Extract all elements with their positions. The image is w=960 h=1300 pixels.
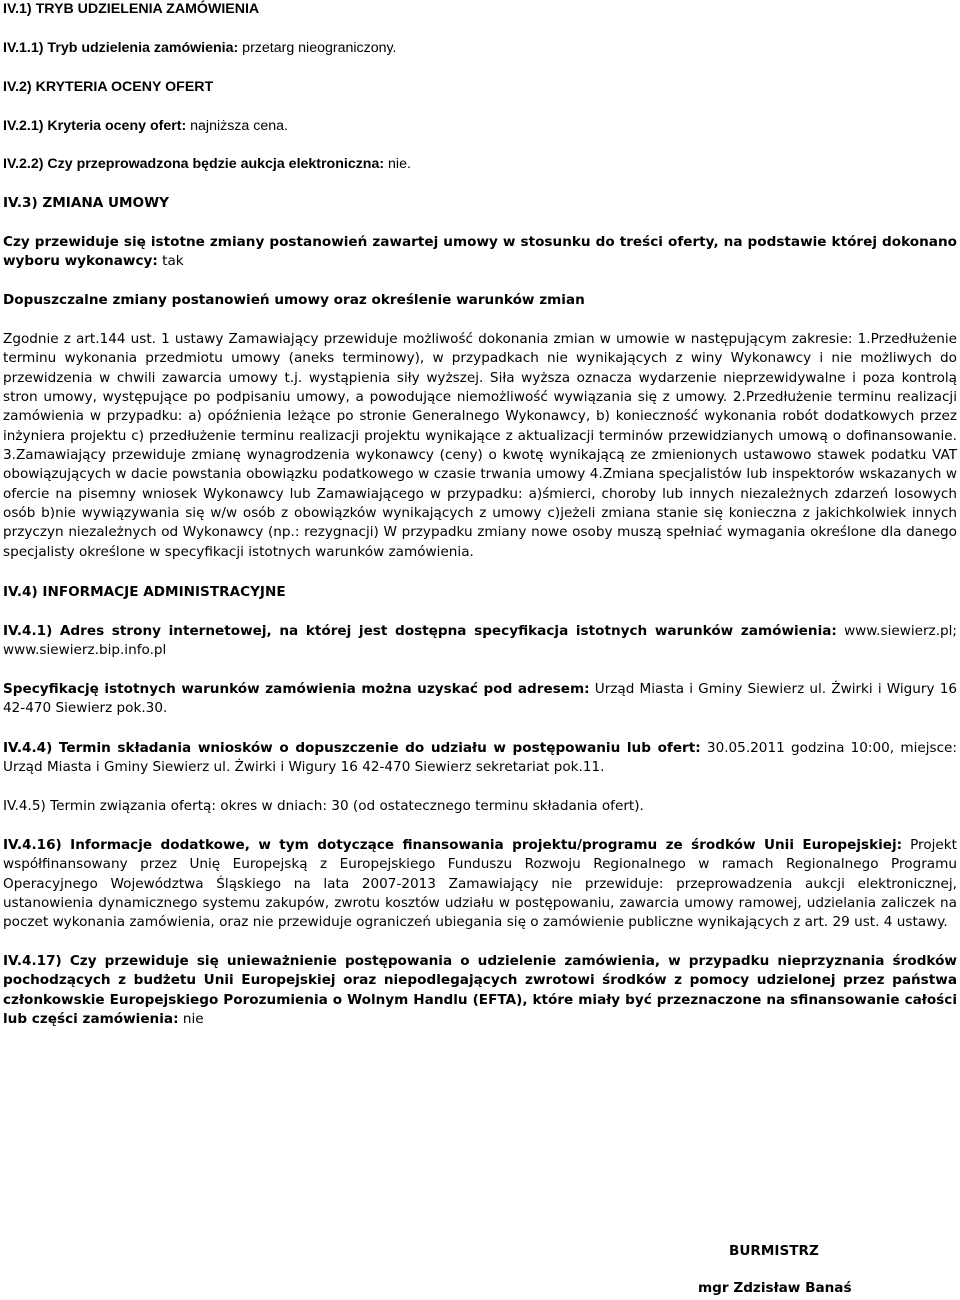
adres-strony-label: IV.4.1) Adres strony internetowej, na której jest dostępna specyfikacja istotnych warunków zamówienia: — [3, 623, 837, 639]
aukcja-line — [3, 155, 411, 174]
section-iv3-heading: IV.3) ZMIANA UMOWY — [3, 195, 169, 211]
kryteria-value: najniższa cena. — [186, 118, 288, 134]
tryb-label: IV.1.1) Tryb udzielenia zamówienia: — [3, 40, 239, 56]
tryb-udzielenia-line — [3, 39, 397, 58]
uniewaznienie-label: IV.4.17) Czy przewiduje się unieważnienie postępowania o udzielenie zamówienia, w przypadku nieprzyznania środków pochodzących z budżetu Unii Europejskiej oraz niepodlegających zwrotowi środków z pomocy udzielonej przez państwa członkowskie Europejskiego Porozumienia o Wolnym Handlu (EFTA), które miały być przeznaczone na sfinansowanie całości lub części zamówienia: — [3, 953, 957, 1028]
zmiany-question-value: tak — [157, 253, 184, 270]
termin-skladania-paragraph — [3, 739, 957, 778]
aukcja-value: nie. — [384, 156, 411, 172]
section-iv4-heading: IV.4) INFORMACJE ADMINISTRACYJNE — [3, 584, 286, 600]
kryteria-label: IV.2.1) Kryteria oceny ofert: — [3, 118, 187, 134]
section-iv2-heading: IV.2) KRYTERIA OCENY OFERT — [3, 79, 214, 95]
termin-zwiazania-line: IV.4.5) Termin związania ofertą: okres w dniach: 30 (od ostatecznego terminu składania ofert). — [3, 798, 644, 814]
dopuszczalne-zmiany-heading: Dopuszczalne zmiany postanowień umowy oraz określenie warunków zmian — [3, 292, 585, 308]
zmiany-paragraph: Zgodnie z art.144 ust. 1 ustawy Zamawiający przewiduje możliwość dokonania zmian w umowie w następującym zakresie: 1.Przedłużenie terminu wykonania przedmiotu umowy (aneks terminowy), w przypadkach nie wynikających z winy Wykonawcy i nie możliwych do przewidzenia w chwili zawarcia umowy t.j. wystąpienia siły wyższej. Siła wyższa oznacza wydarzenie nieprzewidywalne i poza kontrolą stron umowy, występujące po podpisaniu umowy, a powodujące niemożliwość wywiązania się z umowy. 2.Przedłużenie terminu realizacji zamówienia w przypadku: a) opóźnienia leżące po stronie Generalnego Wykonawcy, b) konieczność wykonania robót dodatkowych przez inżyniera projektu c) przedłużenie terminu realizacji projektu wynikające z aktualizacji terminów przewidzianych umową o dofinansowanie. 3.Zamawiający przewiduje zmianę wynagrodzenia wykonawcy (ceny) o kwotę wynikającą ze zmienionych ustawowo stawek podatku VAT obowiązujących w dacie powstania obowiązku podatkowego w czasie trwania umowy 4.Zmiana specjalistów lub inspektorów wskazanych w ofercie na pisemny wniosek Wykonawcy lub Zamawiającego w przypadku: a)śmierci, choroby lub innych niezależnych zdarzeń losowych osób b)nie wywiązywania się w/w osób z obowiązków wynikających z umowy c)jeżeli zmiana stanie się konieczna z jakichkolwiek innych przyczyn niezależnych od Wykonawcy (np.: rezygnacji) W przypadku zmiany nowe osoby muszą spełniać wymagania określone dla danego specjalisty określone w specyfikacji istotnych warunków zamówienia. — [3, 331, 957, 560]
informacje-dodatkowe-value: Projekt współfinansowany przez Unię Europejską z Europejskiego Funduszu Rozwoju Regionalnego w ramach Regionalnego Programu Operacyjnego Województwa Śląskiego na lata 2007-2013 Zamawiający nie przewiduje: przeprowadzenia aukcji elektronicznej, ustanowienia dynamicznego systemu zakupów, zwrotu kosztów udziału w postępowaniu, zawarcia umowy ramowej, udzielania zaliczek na poczet wykonania zamówienia, oraz nie przewiduje ograniczeń ubiegania się o zamówienie publiczne wynikających z art. 29 ust. 4 ustawy. — [3, 837, 957, 931]
signature-title: BURMISTRZ — [729, 1243, 819, 1259]
siwz-adres-label: Specyfikację istotnych warunków zamówienia można uzyskać pod adresem: — [3, 681, 590, 697]
adres-strony-paragraph — [3, 622, 957, 661]
informacje-dodatkowe-paragraph — [3, 836, 957, 933]
zmiany-question — [3, 233, 957, 272]
uniewaznienie-paragraph — [3, 952, 957, 1029]
section-iv1-heading: IV.1) TRYB UDZIELENIA ZAMÓWIENIA — [3, 1, 260, 17]
aukcja-label: IV.2.2) Czy przeprowadzona będzie aukcja elektroniczna: — [3, 156, 385, 172]
adres-strony-value: www.siewierz.pl; www.siewierz.bip.info.pl — [3, 623, 958, 659]
siwz-adres-paragraph — [3, 680, 957, 719]
uniewaznienie-value: nie — [178, 1011, 204, 1028]
tryb-value: przetarg nieograniczony. — [238, 40, 397, 56]
termin-skladania-label: IV.4.4) Termin składania wniosków o dopuszczenie do udziału w postępowaniu lub ofert: — [3, 740, 701, 756]
kryteria-line — [3, 117, 288, 136]
informacje-dodatkowe-label: IV.4.16) Informacje dodatkowe, w tym dotyczące finansowania projektu/programu ze środków Unii Europejskiej: — [3, 837, 903, 853]
signature-name: mgr Zdzisław Banaś — [698, 1280, 852, 1296]
termin-skladania-value: 30.05.2011 godzina 10:00, miejsce: Urząd Miasta i Gminy Siewierz ul. Żwirki i Wigury 16 42-470 Siewierz sekretariat pok.11. — [3, 740, 957, 776]
zmiany-question-label: Czy przewiduje się istotne zmiany postanowień zawartej umowy w stosunku do treści oferty, na podstawie której dokonano wyboru wykonawcy: — [3, 234, 957, 270]
siwz-adres-value: Urząd Miasta i Gminy Siewierz ul. Żwirki i Wigury 16 42-470 Siewierz pok.30. — [3, 681, 957, 717]
